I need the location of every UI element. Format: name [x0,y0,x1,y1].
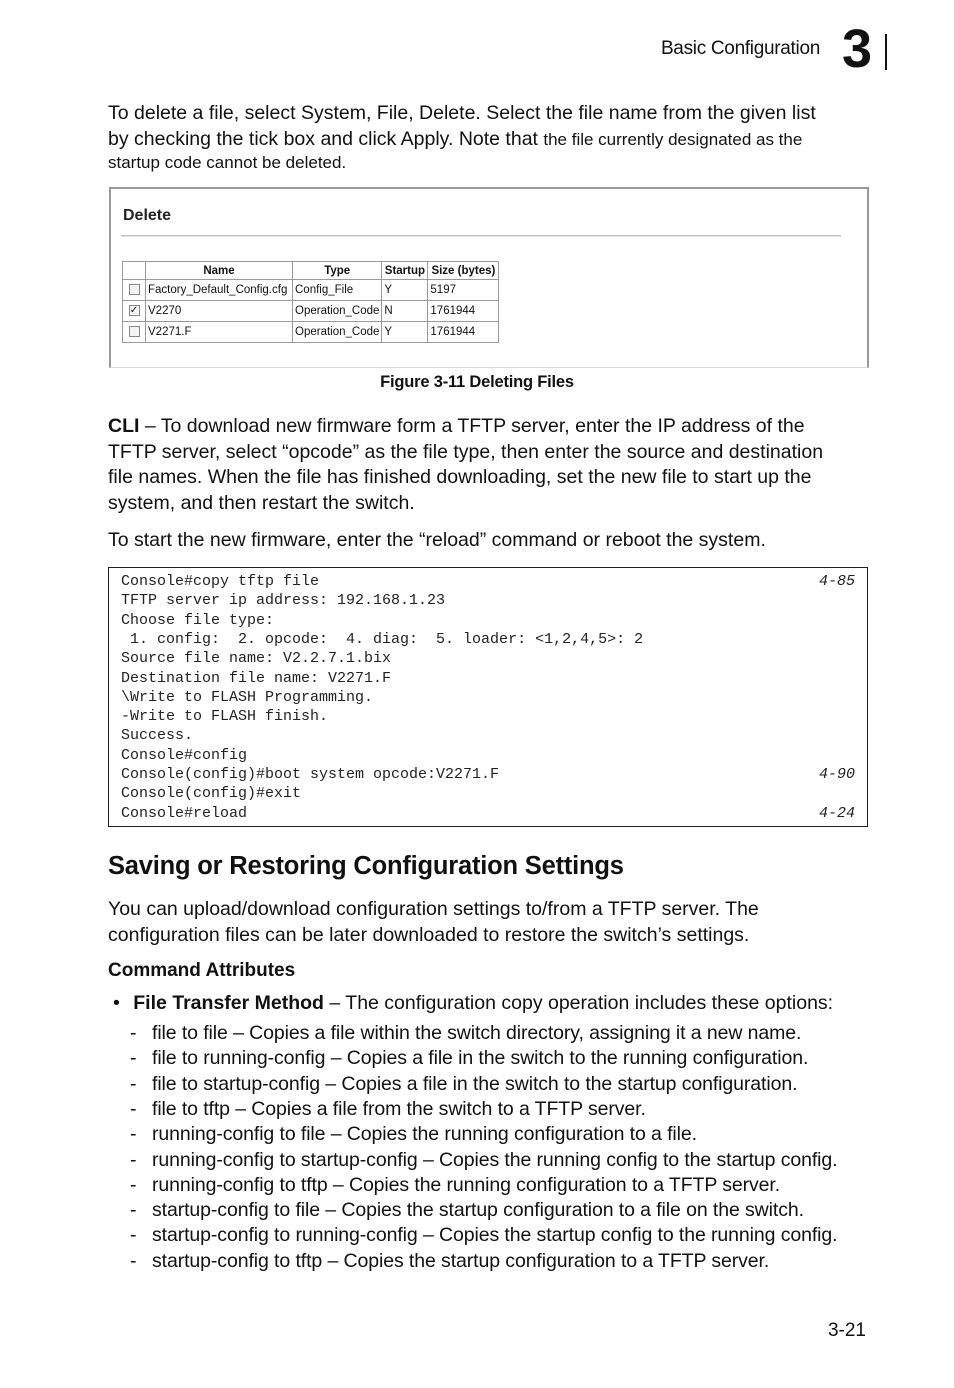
column-header-select [123,262,146,280]
command-reference: 4-24 [818,804,855,822]
row-checkbox[interactable] [129,326,140,337]
row-checkbox-checked[interactable]: ✓ [129,305,139,317]
command-reference: 4-85 [818,573,855,590]
page-number: 3-21 [827,1320,866,1341]
reload-paragraph: To start the new firmware, enter the “reload” command or reboot the system. [108,529,766,551]
file-type-cell: Operation_Code [293,301,382,322]
column-header-name: Name [146,262,293,280]
file-size-cell: 1761944 [428,301,499,322]
figure-caption: Figure 3-11 Deleting Files [380,373,574,391]
table-header-row [123,262,499,280]
file-startup-cell: Y [382,280,428,301]
section-line-1: You can upload/download configuration settings to/from a TFTP server. The [108,898,759,920]
file-startup-cell: N [382,301,428,322]
intro-paragraph [108,101,868,174]
list-item: - running-config to file – Copies the running configuration to a file. [130,1123,697,1146]
list-item: - file to running-config – Copies a file in the switch to the running configuration. [130,1047,809,1070]
file-name-cell: Factory_Default_Config.cfg [146,280,293,301]
figure-panel-title: Delete [123,207,172,224]
intro-line-1: To delete a file, select System, File, Delete. Select the file name from the given list [108,102,816,124]
file-type-cell: Operation_Code [293,322,382,343]
code-line: \Write to FLASH Programming. [121,688,374,706]
cli-line-3: file names. When the file has finished downloading, set the new file to start up the [108,466,812,488]
bullet-marker: • [113,992,120,1014]
file-type-cell: Config_File [293,280,382,301]
column-header-size: Size (bytes) [428,262,499,280]
cli-line-4: system, and then restart the switch. [108,491,415,514]
section-line-2: configuration files can be later downloaded to restore the switch’s settings. [108,923,750,946]
code-line: Choose file type: [121,611,275,629]
list-item: - file to startup-config – Copies a file in the switch to the startup configuration. [130,1072,798,1095]
files-table [122,261,499,343]
code-line: 1. config: 2. opcode: 4. diag: 5. loader: <1,2,4,5>: 2 [121,630,644,648]
file-size-cell: 1761944 [428,322,499,343]
code-line: -Write to FLASH finish. [121,708,329,726]
list-item: - running-config to tftp – Copies the running configuration to a TFTP server. [130,1173,781,1196]
bullet-item [113,992,833,1015]
code-line: TFTP server ip address: 192.168.1.23 [121,592,446,610]
intro-line-3: startup code cannot be deleted. [108,153,347,172]
section-heading: Saving or Restoring Configuration Settings [108,852,624,880]
intro-line-2: by checking the tick box and click Apply. Note that the file currently designated as the [108,127,803,150]
cli-line-2: TFTP server, select “opcode” as the file type, then enter the source and destination [108,440,824,463]
header-divider [885,34,887,70]
cli-paragraph [108,414,868,516]
bullet-text: – The configuration copy operation includes these options: [323,992,834,1014]
row-checkbox[interactable] [129,284,140,295]
bullet-term: File Transfer Method [133,992,324,1014]
running-header-title: Basic Configuration [660,38,820,59]
code-line: Console#reload 4-24 [121,804,855,822]
column-header-type: Type [293,262,382,280]
cli-code-block [108,567,868,827]
code-line: Console#copy tftp file 4-85 [121,573,855,590]
attributes-heading: Command Attributes [108,960,296,981]
list-item: - file to tftp – Copies a file from the switch to a TFTP server. [130,1097,646,1120]
code-line: Source file name: V2.2.7.1.bix [121,650,392,668]
file-name-cell: V2271.F [146,322,293,343]
file-startup-cell: Y [382,322,428,343]
cli-line-1: CLI – To download new firmware form a TFTP server, enter the IP address of the [108,415,805,437]
list-item: - running-config to startup-config – Copies the running config to the startup config. [130,1148,838,1171]
section-paragraph [108,897,868,948]
command-reference: 4-90 [818,766,855,783]
code-line: Console#config [121,746,248,764]
code-line: Console(config)#exit [121,785,302,803]
table-row [123,280,499,301]
list-item: - startup-config to tftp – Copies the startup configuration to a TFTP server. [130,1249,770,1272]
list-item: - startup-config to running-config – Copies the startup config to the running config. [130,1224,838,1247]
file-size-cell: 5197 [428,280,499,301]
list-item: - file to file – Copies a file within the switch directory, assigning it a new name. [130,1022,802,1044]
file-name-cell: V2270 [146,301,293,322]
code-line: Destination file name: V2271.F [121,669,392,687]
column-header-startup: Startup [382,262,428,280]
list-item: - startup-config to file – Copies the startup configuration to a file on the switch. [130,1199,804,1222]
table-row [123,301,499,322]
code-line: Console(config)#boot system opcode:V2271.F 4-90 [121,766,855,783]
code-line: Success. [121,727,194,745]
table-row [123,322,499,343]
figure-title-rule [121,235,841,237]
chapter-number: 3 [842,19,872,79]
delete-files-figure [109,187,869,368]
